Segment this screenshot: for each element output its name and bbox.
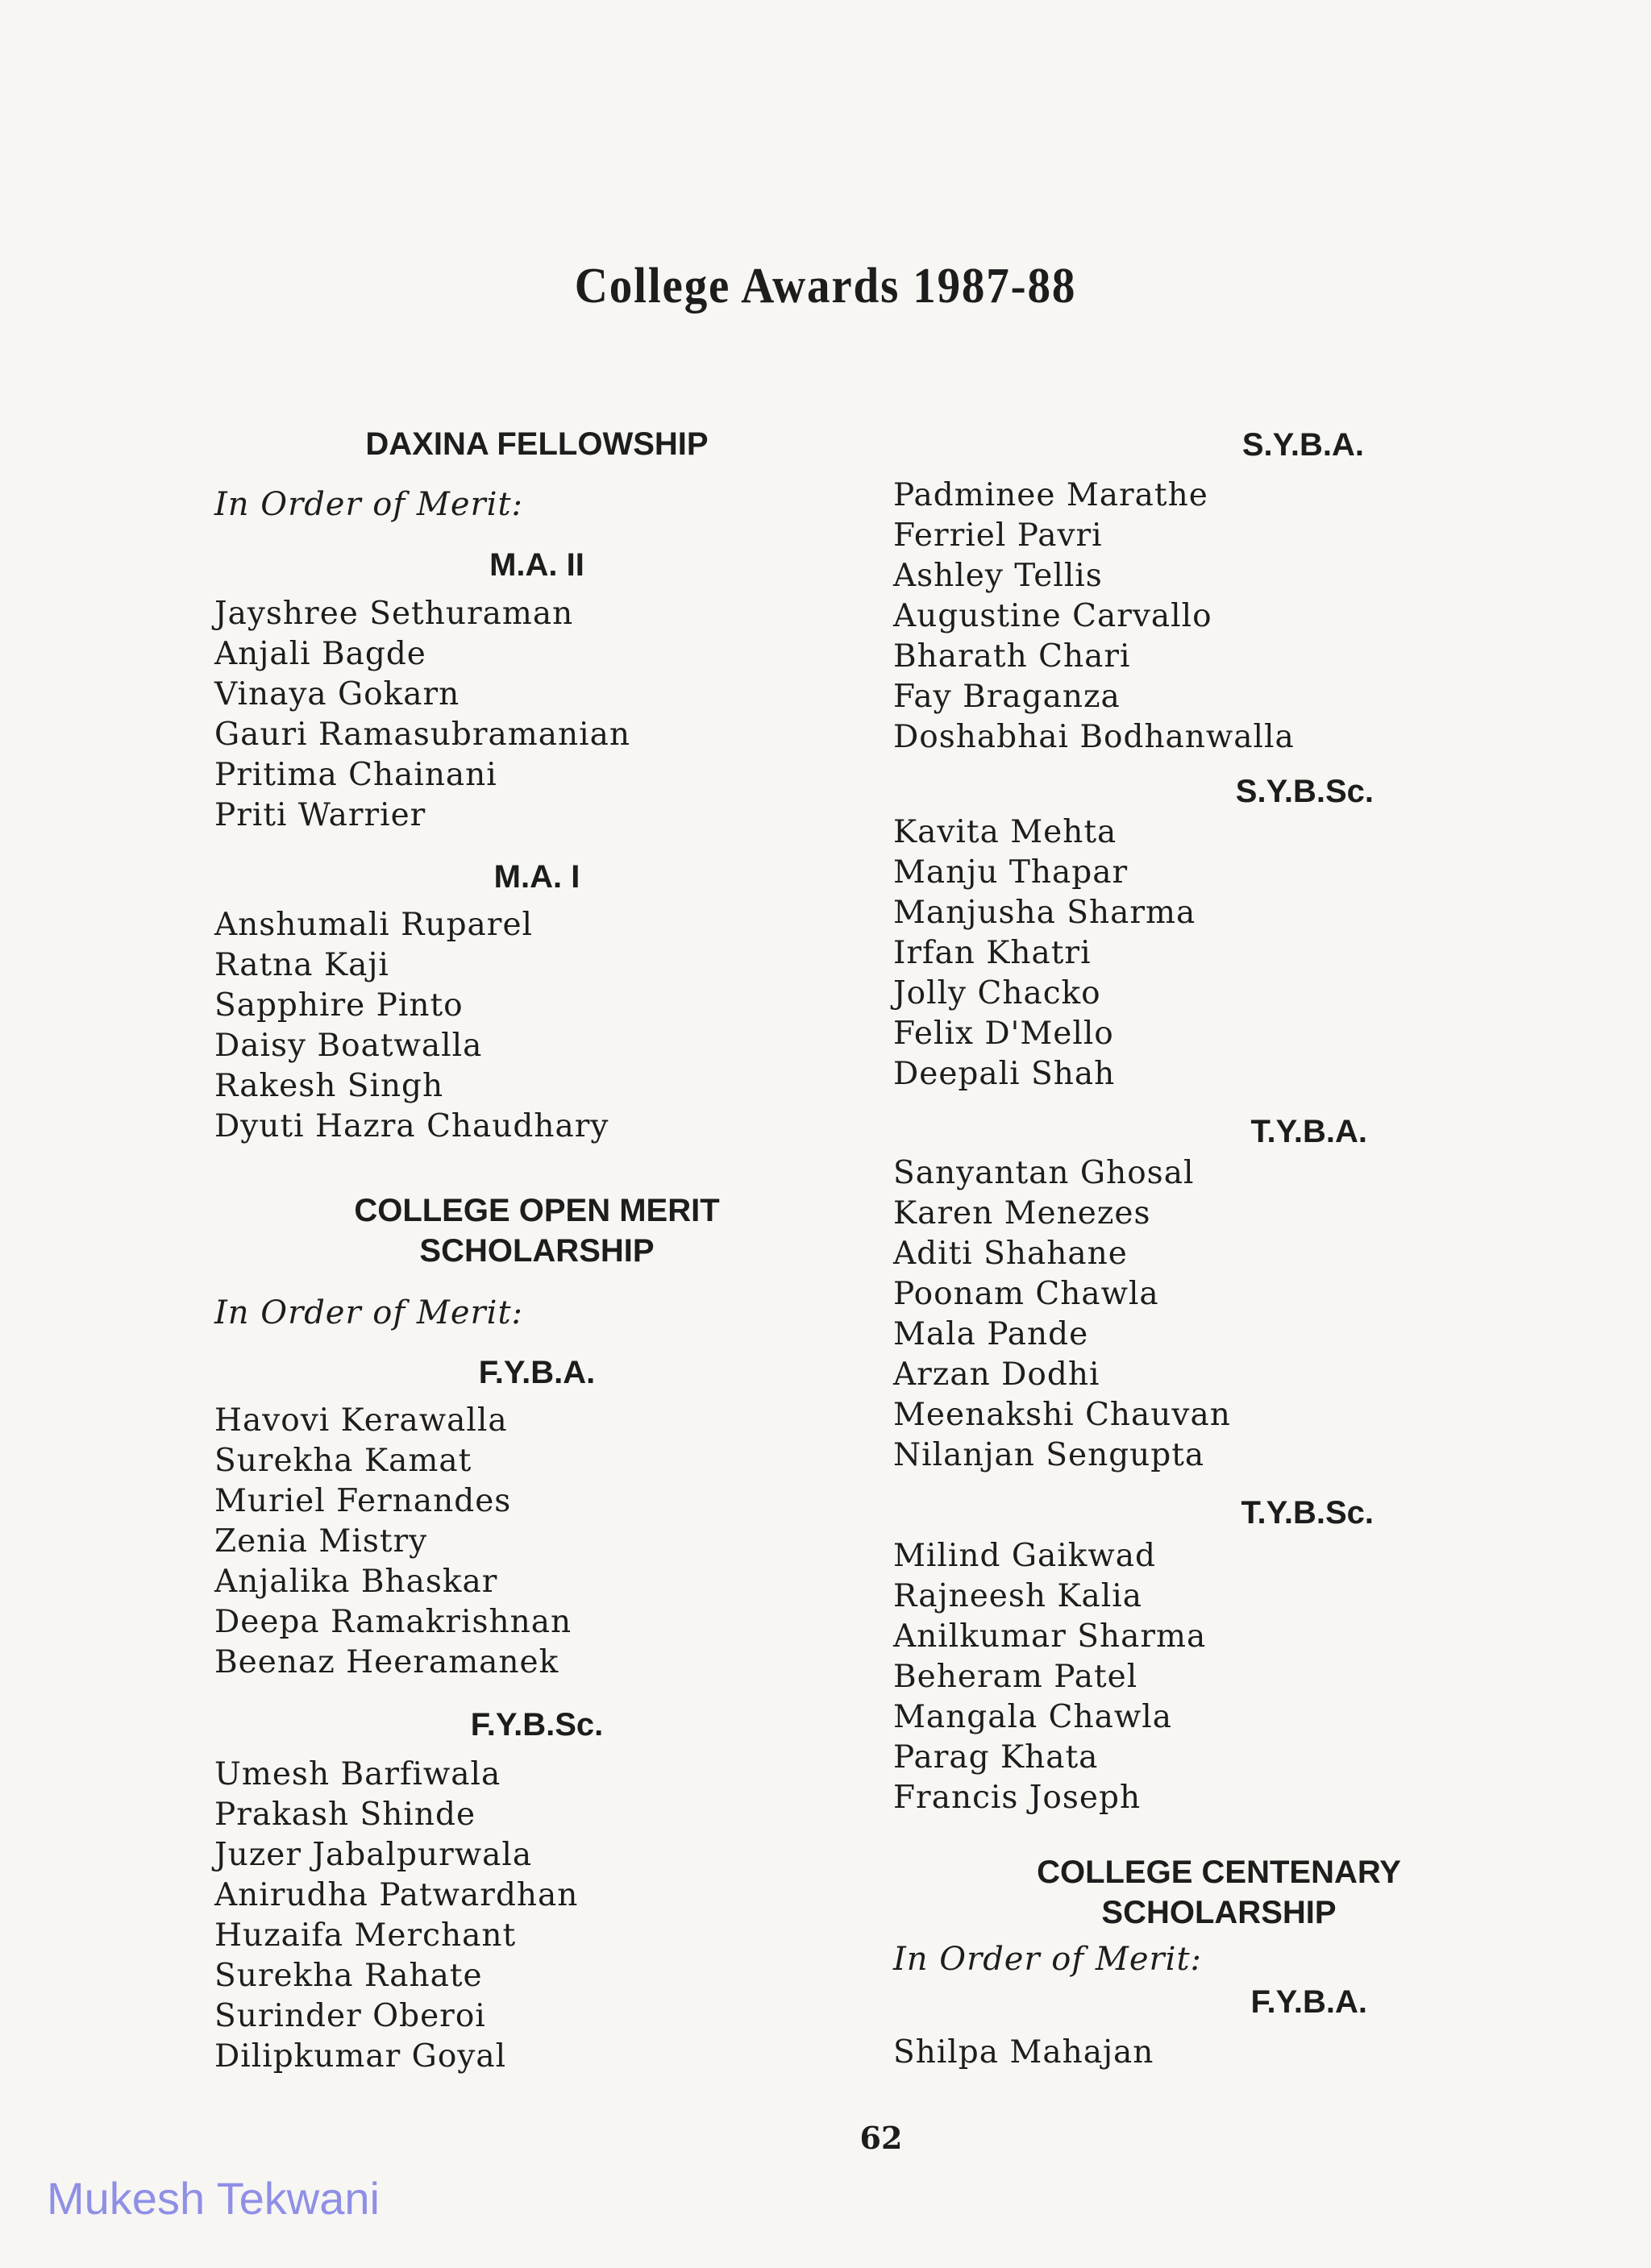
list-item: Gauri Ramasubramanian — [214, 717, 630, 753]
list-item: Fay Braganza — [893, 679, 1121, 715]
list-item: Vinaya Gokarn — [214, 676, 460, 712]
list-item: Padminee Marathe — [893, 477, 1208, 513]
list-item: Jayshree Sethuraman — [214, 596, 574, 632]
list-item: Prakash Shinde — [214, 1797, 476, 1833]
list-item: Dilipkumar Goyal — [214, 2038, 507, 2075]
list-item: Milind Gaikwad — [893, 1538, 1156, 1574]
list-item: Aditi Shahane — [893, 1236, 1128, 1272]
tybsc-name-list — [893, 1536, 1206, 1818]
list-item: Muriel Fernandes — [214, 1483, 512, 1519]
open-merit-heading-line2: SCHOLARSHIP — [419, 1233, 655, 1269]
list-item: Surekha Kamat — [214, 1443, 472, 1479]
list-item: Karen Menezes — [893, 1195, 1151, 1232]
tybsc-heading — [893, 1493, 1474, 1533]
list-item: Rakesh Singh — [214, 1068, 444, 1104]
list-item: Kavita Mehta — [893, 814, 1117, 850]
list-item: Francis Joseph — [893, 1780, 1142, 1816]
list-item: Irfan Khatri — [893, 935, 1092, 971]
centenary-heading-line1: COLLEGE CENTENARY — [1037, 1855, 1401, 1890]
fyba-name-list — [214, 1401, 572, 1683]
syba-name-list — [893, 476, 1295, 758]
list-item: Surekha Rahate — [214, 1958, 483, 1994]
centenary-fyba-heading — [893, 1982, 1474, 2022]
list-item: Ferriel Pavri — [893, 517, 1103, 554]
sybsc-heading — [893, 771, 1474, 812]
list-item: Surinder Oberoi — [214, 1998, 486, 2034]
list-item: Jolly Chacko — [893, 975, 1101, 1011]
ma1-heading: M.A. I — [493, 859, 580, 895]
list-item: Manju Thapar — [893, 854, 1129, 891]
list-item: Deepa Ramakrishnan — [214, 1604, 572, 1640]
page-number: 62 — [859, 2120, 903, 2156]
list-item: Anirudha Patwardhan — [214, 1877, 579, 1913]
fyba-heading: F.Y.B.A. — [478, 1355, 596, 1390]
list-item: Zenia Mistry — [214, 1523, 428, 1560]
fybsc-heading: F.Y.B.Sc. — [470, 1707, 604, 1743]
list-item: Bharath Chari — [893, 638, 1131, 675]
centenary-fyba-name-list — [893, 2033, 1154, 2073]
list-item: Deepali Shah — [893, 1056, 1116, 1092]
ma2-heading: M.A. II — [489, 547, 584, 583]
daxina-fellowship-heading: DAXINA FELLOWSHIP — [365, 426, 709, 462]
list-item: Felix D'Mello — [893, 1016, 1114, 1052]
list-item: Priti Warrier — [214, 797, 426, 833]
list-item: Parag Khata — [893, 1739, 1099, 1776]
list-item: Beheram Patel — [893, 1659, 1138, 1695]
list-item: Shilpa Mahajan — [893, 2034, 1154, 2071]
list-item: Daisy Boatwalla — [214, 1028, 483, 1064]
page-title: College Awards 1987-88 — [574, 259, 1077, 314]
centenary-fyba-heading-text: F.Y.B.A. — [1250, 1984, 1367, 2020]
centenary-order-of-merit: In Order of Merit: — [893, 1941, 1202, 1978]
tyba-heading — [893, 1111, 1474, 1152]
list-item: Anilkumar Sharma — [893, 1618, 1207, 1655]
tybsc-heading-text: T.Y.B.Sc. — [1241, 1495, 1374, 1531]
list-item: Havovi Kerawalla — [214, 1402, 508, 1439]
list-item: Pritima Chainani — [214, 757, 497, 793]
tyba-heading-text: T.Y.B.A. — [1250, 1114, 1367, 1149]
list-item: Anjalika Bhaskar — [214, 1564, 498, 1600]
list-item: Ashley Tellis — [893, 558, 1103, 594]
list-item: Meenakshi Chauvan — [893, 1397, 1231, 1433]
syba-heading — [893, 425, 1474, 465]
open-merit-heading-line1: COLLEGE OPEN MERIT — [354, 1193, 720, 1228]
ma1-name-list — [214, 905, 609, 1147]
list-item: Doshabhai Bodhanwalla — [893, 719, 1295, 755]
list-item: Nilanjan Sengupta — [893, 1437, 1205, 1473]
list-item: Rajneesh Kalia — [893, 1578, 1142, 1614]
daxina-order-of-merit: In Order of Merit: — [214, 486, 523, 523]
list-item: Ratna Kaji — [214, 947, 389, 983]
list-item: Anjali Bagde — [214, 636, 426, 672]
list-item: Beenaz Heeramanek — [214, 1644, 559, 1680]
sybsc-heading-text: S.Y.B.Sc. — [1235, 774, 1374, 809]
list-item: Sanyantan Ghosal — [893, 1155, 1195, 1191]
list-item: Juzer Jabalpurwala — [214, 1837, 533, 1873]
list-item: Poonam Chawla — [893, 1276, 1159, 1312]
list-item: Sapphire Pinto — [214, 987, 464, 1024]
list-item: Arzan Dodhi — [893, 1356, 1100, 1393]
list-item: Umesh Barfiwala — [214, 1756, 501, 1792]
list-item: Augustine Carvallo — [893, 598, 1212, 634]
list-item: Dyuti Hazra Chaudhary — [214, 1108, 609, 1144]
centenary-heading-line2: SCHOLARSHIP — [1101, 1895, 1337, 1930]
fybsc-name-list — [214, 1755, 578, 2077]
tyba-name-list — [893, 1153, 1231, 1476]
open-merit-order-of-merit: In Order of Merit: — [214, 1294, 523, 1331]
sybsc-name-list — [893, 812, 1196, 1095]
watermark: Mukesh Tekwani — [47, 2173, 380, 2224]
list-item: Anshumali Ruparel — [214, 907, 534, 943]
list-item: Huzaifa Merchant — [214, 1917, 517, 1954]
list-item: Manjusha Sharma — [893, 895, 1196, 931]
syba-heading-text: S.Y.B.A. — [1241, 427, 1364, 463]
list-item: Mangala Chawla — [893, 1699, 1172, 1735]
list-item: Mala Pande — [893, 1316, 1089, 1352]
ma2-name-list — [214, 594, 630, 836]
